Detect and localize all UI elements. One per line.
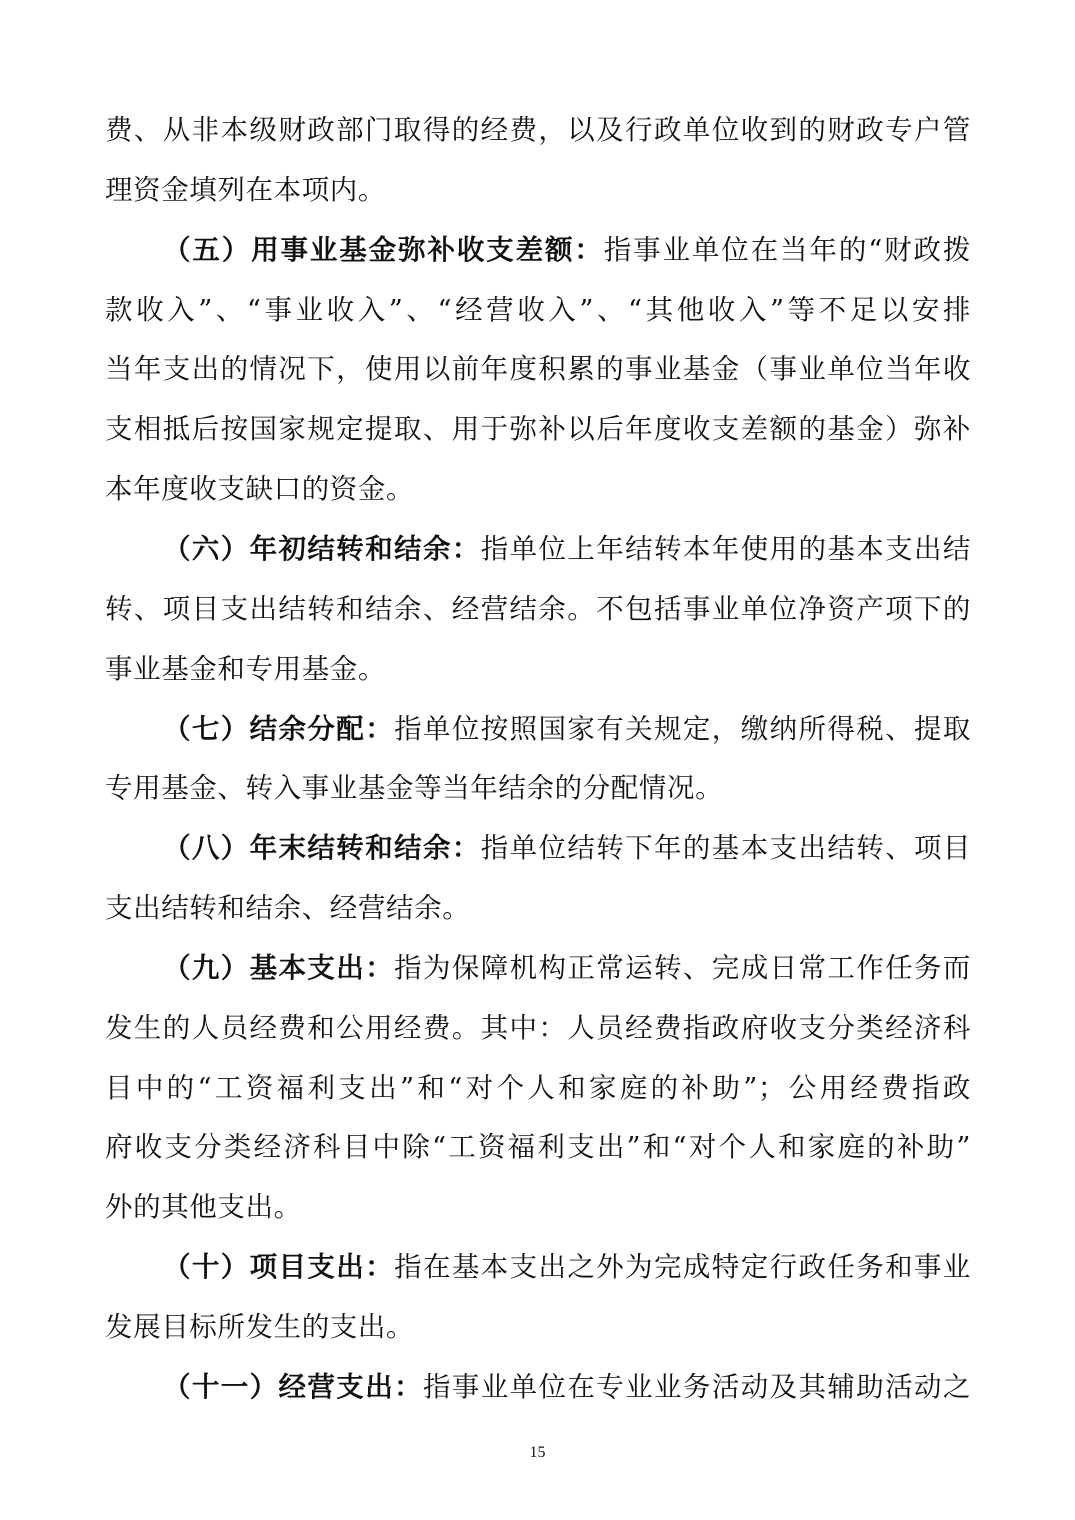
text-line [105, 160, 971, 220]
body-text: 费、从非本级财政部门取得的经费，以及行政单位收到的财政专户管 [105, 114, 971, 146]
body-text: 指在基本支出之外为完成特定行政任务和事业 [394, 1251, 971, 1284]
body-text: 本年度收支缺口的资金。 [105, 473, 415, 506]
body-text: 事业基金和专用基金。 [105, 652, 386, 685]
text-line [163, 699, 971, 759]
section-heading: （八）年末结转和结余： [163, 832, 481, 865]
body-text: 指单位结转下年的基本支出结转、项目 [480, 832, 971, 865]
text-line [105, 339, 971, 399]
text-line [105, 1177, 971, 1237]
body-text: 当年支出的情况下，使用以前年度积累的事业基金（事业单位当年收 [105, 353, 971, 386]
body-text: 指事业单位在专业业务活动及其辅助活动之 [422, 1370, 971, 1403]
body-text: 指事业单位在当年的“财政拨 [603, 233, 972, 266]
body-text: 发展目标所发生的支出。 [105, 1311, 415, 1343]
body-text: 支相抵后按国家规定提取、用于弥补以后年度收支差额的基金）弥补 [105, 413, 971, 446]
body-text: 指为保障机构正常运转、完成日常工作任务而 [394, 951, 971, 984]
body-text: 指单位按照国家有关规定，缴纳所得税、提取 [394, 712, 971, 745]
body-text: 指单位上年结转本年使用的基本支出结 [480, 532, 971, 565]
page-number: 15 [529, 1444, 546, 1461]
section-heading: （十一）经营支出： [163, 1370, 423, 1403]
text-line [105, 399, 971, 459]
text-line [163, 220, 971, 280]
body-text: 府收支分类经济科目中除“工资福利支出”和“对个人和家庭的补助” [105, 1131, 971, 1164]
section-heading: （七）结余分配： [163, 712, 395, 745]
text-line [163, 519, 971, 579]
text-line [105, 1117, 971, 1177]
body-text: 发生的人员经费和公用经费。其中：人员经费指政府收支分类经济科 [105, 1011, 971, 1044]
body-text: 目中的“工资福利支出”和“对个人和家庭的补助”；公用经费指政 [105, 1071, 971, 1104]
section-heading: （九）基本支出： [163, 951, 395, 984]
text-line [105, 100, 971, 160]
section-heading: （五）用事业基金弥补收支差额： [163, 233, 604, 266]
text-line [105, 459, 971, 519]
text-line [105, 579, 971, 639]
text-line [105, 1058, 971, 1118]
body-text: 支出结转和结余、经营结余。 [105, 892, 471, 925]
text-line [105, 1297, 971, 1357]
body-text: 理资金填列在本项内。 [105, 173, 386, 206]
text-line [163, 1357, 971, 1417]
text-line [105, 280, 971, 340]
section-heading: （十）项目支出： [163, 1251, 395, 1284]
body-text: 款收入”、“事业收入”、“经营收入”、“其他收入”等不足以安排 [105, 293, 971, 326]
text-line [163, 938, 971, 998]
text-line [105, 998, 971, 1058]
text-line [163, 818, 971, 878]
body-text: 专用基金、转入事业基金等当年结余的分配情况。 [105, 772, 724, 805]
text-line [163, 1237, 971, 1297]
text-line [105, 758, 971, 818]
body-text: 外的其他支出。 [105, 1191, 302, 1224]
section-heading: （六）年初结转和结余： [163, 532, 481, 565]
text-line [105, 639, 971, 699]
text-line [105, 878, 971, 938]
body-text: 转、项目支出结转和结余、经营结余。不包括事业单位净资产项下的 [105, 592, 971, 625]
